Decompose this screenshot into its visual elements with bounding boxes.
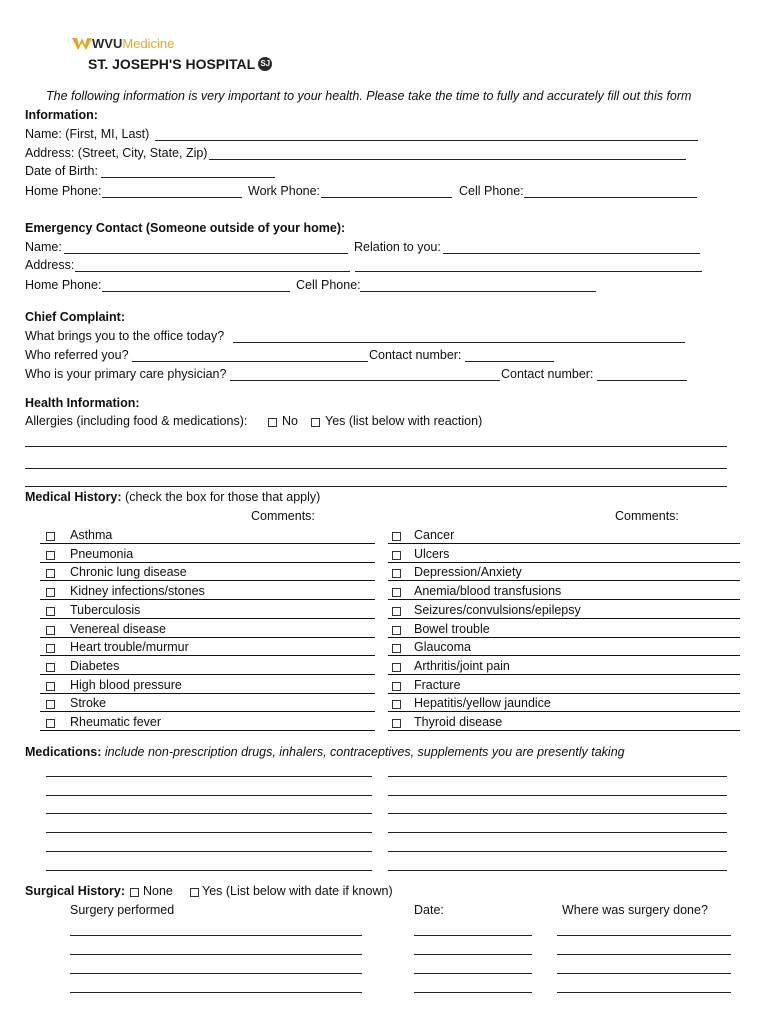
emergency-home-phone-field[interactable] [102, 291, 290, 292]
home-phone-label: Home Phone: [25, 184, 102, 198]
surgery-performed-header: Surgery performed [70, 903, 175, 917]
history-left-item-comment-line[interactable] [40, 637, 375, 638]
history-right-item-checkbox[interactable] [392, 700, 401, 709]
history-left-item-checkbox[interactable] [46, 607, 55, 616]
history-right-item-label: Ulcers [414, 546, 450, 561]
medication-line[interactable] [388, 870, 727, 871]
history-right-item-comment-line[interactable] [388, 693, 740, 694]
allergies-line-3[interactable] [25, 486, 727, 487]
surgery-where-line[interactable] [557, 992, 731, 993]
medications-heading-line [25, 745, 625, 759]
cell-phone-label: Cell Phone: [459, 184, 524, 198]
medication-line[interactable] [388, 795, 727, 796]
history-left-item-checkbox[interactable] [46, 551, 55, 560]
history-right-item-comment-line[interactable] [388, 674, 740, 675]
history-right-item-checkbox[interactable] [392, 644, 401, 653]
surgery-yes-checkbox[interactable] [190, 888, 199, 897]
dob-label: Date of Birth: [25, 164, 98, 178]
history-right-item-label: Bowel trouble [414, 621, 490, 636]
history-left-item-label: Heart trouble/murmur [70, 640, 189, 655]
history-right-item-comment-line[interactable] [388, 730, 740, 731]
surgery-where-header: Where was surgery done? [562, 903, 708, 917]
surgery-where-line[interactable] [557, 954, 731, 955]
emergency-cell-phone-label: Cell Phone: [296, 278, 361, 292]
referred-field[interactable] [132, 361, 368, 362]
history-left-item-label: Chronic lung disease [70, 565, 187, 580]
history-right-item-label: Depression/Anxiety [414, 565, 522, 580]
history-left-item-label: Tuberculosis [70, 602, 141, 617]
history-left-item-label: Rheumatic fever [70, 715, 162, 729]
history-right-item-comment-line[interactable] [388, 618, 740, 619]
history-left-item-checkbox[interactable] [46, 700, 55, 709]
history-left-item-comment-line[interactable] [40, 730, 375, 731]
allergies-no-checkbox[interactable] [268, 418, 277, 427]
history-right-item-label: Hepatitis/yellow jaundice [414, 696, 551, 711]
address-label: Address: (Street, City, State, Zip) [25, 146, 208, 160]
surgery-performed-line[interactable] [70, 973, 362, 974]
history-right-item-checkbox[interactable] [392, 663, 401, 672]
comments-left-label: Comments: [251, 509, 315, 523]
history-right-item-comment-line[interactable] [388, 580, 740, 581]
history-left-item-checkbox[interactable] [46, 663, 55, 672]
history-left-item-comment-line[interactable] [40, 674, 375, 675]
history-right-item-comment-line[interactable] [388, 711, 740, 712]
history-right-item-label: Arthritis/joint pain [414, 658, 510, 673]
referred-contact-label: Contact number: [369, 348, 462, 362]
wvu-flying-wv-icon [72, 38, 92, 50]
logo-medicine-text: Medicine [122, 36, 175, 51]
reason-label: What brings you to the office today? [25, 329, 225, 343]
emergency-home-phone-label: Home Phone: [25, 278, 102, 292]
history-left-item-label: High blood pressure [70, 677, 182, 692]
history-left-item-label: Venereal disease [70, 621, 166, 636]
medication-line[interactable] [388, 851, 727, 852]
emergency-name-label: Name: [25, 240, 62, 254]
health-heading: Health Information: [25, 396, 140, 410]
surgery-date-line[interactable] [414, 954, 532, 955]
history-right-item-checkbox[interactable] [392, 569, 401, 578]
medication-line[interactable] [46, 813, 372, 814]
pcp-label: Who is your primary care physician? [25, 367, 227, 381]
comments-right-label: Comments: [615, 509, 679, 523]
medication-line[interactable] [46, 851, 372, 852]
pcp-field[interactable] [230, 380, 500, 381]
history-left-item-comment-line[interactable] [40, 562, 375, 563]
emergency-address-field-2[interactable] [355, 271, 702, 272]
allergies-yes-checkbox[interactable] [311, 418, 320, 427]
information-heading: Information: [25, 108, 98, 122]
surgery-yes-label: Yes (List below with date if known) [202, 884, 393, 898]
allergies-no-label: No [282, 414, 298, 428]
cell-phone-field[interactable] [524, 197, 697, 198]
history-right-item-label: Fracture [414, 677, 461, 692]
referred-label: Who referred you? [25, 348, 129, 362]
relation-field[interactable] [443, 253, 700, 254]
allergies-line-2[interactable] [25, 468, 727, 469]
work-phone-label: Work Phone: [248, 184, 321, 198]
history-left-item-comment-line[interactable] [40, 599, 375, 600]
history-right-item-label: Thyroid disease [414, 715, 503, 729]
hospital-seal-icon: SJ [258, 57, 272, 71]
history-right-item-comment-line[interactable] [388, 637, 740, 638]
surgery-performed-line[interactable] [70, 992, 362, 993]
emergency-address-label: Address: [25, 258, 75, 272]
history-left-item-checkbox[interactable] [46, 532, 55, 541]
name-field[interactable] [155, 140, 698, 141]
history-right-item-label: Glaucoma [414, 640, 471, 655]
surgery-date-line[interactable] [414, 973, 532, 974]
history-heading-line [25, 490, 320, 504]
medications-heading: Medications: [25, 745, 102, 759]
medication-line[interactable] [46, 795, 372, 796]
pcp-contact-field[interactable] [597, 380, 687, 381]
history-left-item-comment-line[interactable] [40, 618, 375, 619]
history-left-item-comment-line[interactable] [40, 580, 375, 581]
history-right-item-comment-line[interactable] [388, 562, 740, 563]
intro-text: The following information is very important to your health. Please take the time to fully and accurately fill out this form [46, 89, 692, 103]
history-left-item-label: Kidney infections/stones [70, 584, 205, 599]
reason-field[interactable] [233, 342, 685, 343]
surgery-none-label: None [143, 884, 173, 898]
history-right-item-label: Seizures/convulsions/epilepsy [414, 602, 581, 617]
work-phone-field[interactable] [321, 197, 452, 198]
medication-line[interactable] [388, 832, 727, 833]
medication-line[interactable] [388, 776, 727, 777]
history-left-item-comment-line[interactable] [40, 543, 375, 544]
emergency-address-field-1[interactable] [75, 271, 350, 272]
history-heading: Medical History: [25, 490, 122, 504]
referred-contact-field[interactable] [465, 361, 554, 362]
history-right-item-label: Cancer [414, 528, 455, 542]
history-left-item-checkbox[interactable] [46, 588, 55, 597]
history-left-item-label: Asthma [70, 528, 113, 542]
history-right-item-checkbox[interactable] [392, 588, 401, 597]
dob-field[interactable] [101, 177, 275, 178]
history-left-item-comment-line[interactable] [40, 655, 375, 656]
surgery-where-line[interactable] [557, 935, 731, 936]
history-subheading: (check the box for those that apply) [125, 490, 321, 504]
surgery-performed-line[interactable] [70, 935, 362, 936]
history-right-item-comment-line[interactable] [388, 543, 740, 544]
history-left-item-checkbox[interactable] [46, 719, 55, 728]
hospital-name-text: ST. JOSEPH'S HOSPITAL [88, 56, 256, 72]
history-left-item-checkbox[interactable] [46, 626, 55, 635]
history-right-item-checkbox[interactable] [392, 682, 401, 691]
history-right-item-checkbox[interactable] [392, 719, 401, 728]
allergies-label: Allergies (including food & medications): [25, 414, 248, 428]
allergies-line-1[interactable] [25, 446, 727, 447]
surgery-date-line[interactable] [414, 935, 532, 936]
history-right-item-checkbox[interactable] [392, 532, 401, 541]
name-label: Name: (First, MI, Last) [25, 127, 150, 141]
surgical-heading: Surgical History: [25, 884, 126, 898]
history-left-item-label: Diabetes [70, 658, 120, 673]
complaint-heading: Chief Complaint: [25, 310, 125, 324]
surgery-date-header: Date: [414, 903, 444, 917]
history-right-item-comment-line[interactable] [388, 599, 740, 600]
relation-label: Relation to you: [354, 240, 441, 254]
medication-line[interactable] [46, 832, 372, 833]
pcp-contact-label: Contact number: [501, 367, 594, 381]
logo-wvu-text: WVU [92, 36, 123, 51]
surgery-performed-line[interactable] [70, 954, 362, 955]
history-left-item-checkbox[interactable] [46, 644, 55, 653]
emergency-cell-phone-field[interactable] [360, 291, 596, 292]
medications-note: include non-prescription drugs, inhalers, contraceptives, supplements you are presently taking [104, 745, 625, 759]
medication-line[interactable] [388, 813, 727, 814]
history-right-item-label: Anemia/blood transfusions [414, 584, 562, 599]
hospital-name [88, 56, 272, 72]
surgery-where-line[interactable] [557, 973, 731, 974]
surgery-none-checkbox[interactable] [130, 888, 139, 897]
history-left-item-checkbox[interactable] [46, 682, 55, 691]
history-left-item-checkbox[interactable] [46, 569, 55, 578]
emergency-heading: Emergency Contact (Someone outside of your home): [25, 221, 346, 235]
address-field[interactable] [209, 159, 686, 160]
emergency-name-field[interactable] [64, 253, 348, 254]
history-right-item-checkbox[interactable] [392, 607, 401, 616]
history-left-item-comment-line[interactable] [40, 711, 375, 712]
allergies-yes-label: Yes (list below with reaction) [325, 414, 483, 428]
history-left-item-label: Pneumonia [70, 546, 134, 561]
home-phone-field[interactable] [102, 197, 242, 198]
medication-line[interactable] [46, 870, 372, 871]
history-right-item-checkbox[interactable] [392, 551, 401, 560]
history-right-item-checkbox[interactable] [392, 626, 401, 635]
history-left-item-comment-line[interactable] [40, 693, 375, 694]
history-right-item-comment-line[interactable] [388, 655, 740, 656]
surgery-date-line[interactable] [414, 992, 532, 993]
surgical-heading-line [25, 884, 125, 898]
medication-line[interactable] [46, 776, 372, 777]
wvu-medicine-logo [72, 36, 174, 51]
history-left-item-label: Stroke [70, 696, 107, 711]
